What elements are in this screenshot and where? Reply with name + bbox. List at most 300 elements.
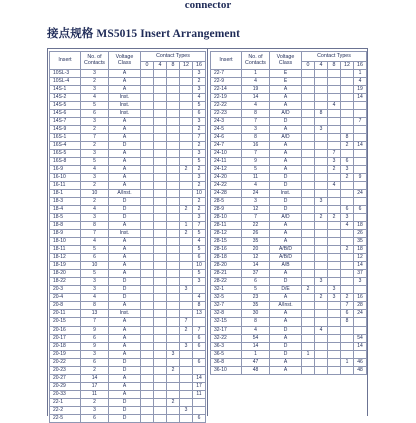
contact-type-cell (180, 382, 193, 390)
insert-cell: 16-9 (50, 166, 81, 174)
table-row (211, 190, 367, 198)
contact-type-cell (154, 334, 167, 342)
contacts-cell: 4 (81, 294, 109, 302)
contact-type-cell (154, 118, 167, 126)
contact-type-cell: 2 (167, 366, 180, 374)
contact-type-cell (341, 262, 354, 270)
table-row (50, 230, 206, 238)
voltage-cell: A (270, 94, 302, 102)
insert-cell: 22-19 (211, 94, 242, 102)
contact-type-cell (341, 278, 354, 286)
contact-type-cell (141, 390, 154, 398)
table-row (50, 342, 206, 350)
contact-type-cell (341, 326, 354, 334)
voltage-cell: D (270, 342, 302, 350)
contact-type-cell: 2 (167, 398, 180, 406)
contact-type-cell: 2 (341, 174, 354, 182)
contact-type-cell: 1 (180, 222, 193, 230)
contact-type-cell (328, 318, 341, 326)
contact-type-cell: 46 (354, 358, 367, 366)
contacts-cell: 10 (81, 190, 109, 198)
table-row (50, 214, 206, 222)
contacts-cell: 6 (81, 414, 109, 422)
contact-type-cell (167, 166, 180, 174)
contacts-cell: 7 (81, 318, 109, 326)
contact-type-cell: 24 (354, 190, 367, 198)
contact-type-cell (180, 398, 193, 406)
insert-cell: 22-7 (211, 70, 242, 78)
contact-type-cell (354, 102, 367, 110)
contact-type-cell: 2 (193, 206, 206, 214)
insert-cell: 22-23 (211, 110, 242, 118)
contact-type-cell (141, 310, 154, 318)
contact-type-cell (141, 278, 154, 286)
table-row (211, 262, 367, 270)
contact-type-cell (315, 134, 328, 142)
voltage-cell: A (270, 102, 302, 110)
contacts-cell: 4 (81, 94, 109, 102)
voltage-cell: A (109, 126, 141, 134)
contacts-cell: 6 (81, 254, 109, 262)
contacts-cell: 5 (242, 166, 270, 174)
voltage-cell: A (270, 126, 302, 134)
contact-type-cell: 14 (354, 262, 367, 270)
contact-type-cell (302, 86, 315, 94)
insert-cell: 14S-9 (50, 126, 81, 134)
contact-type-cell (341, 102, 354, 110)
insert-cell: 16S-4 (50, 142, 81, 150)
contact-type-cell (167, 382, 180, 390)
table-row (50, 174, 206, 182)
contact-type-cell (315, 86, 328, 94)
insert-cell: 24-6 (211, 134, 242, 142)
voltage-cell: A (109, 382, 141, 390)
contacts-cell: 7 (81, 134, 109, 142)
contact-type-cell: 14 (354, 342, 367, 350)
contact-type-cell (154, 246, 167, 254)
contacts-cell: 3 (81, 174, 109, 182)
table-row (211, 278, 367, 286)
contact-type-cell (315, 150, 328, 158)
contact-type-cell (141, 270, 154, 278)
voltage-cell: A (109, 222, 141, 230)
insert-cell: 10SL-4 (50, 78, 81, 86)
insert-cell: 24-10 (211, 150, 242, 158)
insert-cell: 18-11 (50, 246, 81, 254)
contact-type-cell (328, 134, 341, 142)
contacts-cell: 3 (81, 118, 109, 126)
contact-type-cell (354, 326, 367, 334)
contact-type-cell (328, 94, 341, 102)
contact-type-cell: 3 (193, 174, 206, 182)
voltage-cell: A (109, 374, 141, 382)
contacts-cell: 9 (81, 342, 109, 350)
voltage-cell: A/D (270, 134, 302, 142)
insert-cell: 20-4 (50, 294, 81, 302)
contact-type-cell (141, 198, 154, 206)
contact-type-cell: 3 (328, 286, 341, 294)
table-row (50, 414, 206, 422)
contact-type-cell: 2 (193, 78, 206, 86)
contact-type-cell: 5 (193, 270, 206, 278)
contact-type-cell (354, 166, 367, 174)
contact-type-cell (141, 358, 154, 366)
voltage-cell: A (270, 222, 302, 230)
contact-type-cell (193, 398, 206, 406)
table-row (50, 166, 206, 174)
contacts-cell: 3 (81, 278, 109, 286)
table-row (211, 214, 367, 222)
contact-type-cell (154, 238, 167, 246)
contact-type-cell: 4 (328, 102, 341, 110)
contact-type-cell (141, 86, 154, 94)
contacts-cell: 2 (81, 398, 109, 406)
contact-type-cell (328, 190, 341, 198)
contact-type-cell (302, 310, 315, 318)
contact-type-cell (302, 190, 315, 198)
contact-type-cell: 2 (328, 166, 341, 174)
col-header-size: 16 (354, 61, 367, 70)
col-header-contact-types: Contact Types (302, 52, 367, 62)
insert-cell: 28-15 (211, 238, 242, 246)
document-title: 接点规格 MS5015 Insert Arrangement (47, 28, 241, 40)
contact-type-cell (315, 310, 328, 318)
contact-type-cell: 7 (180, 318, 193, 326)
contact-type-cell (341, 286, 354, 294)
contact-type-cell (193, 366, 206, 374)
contact-type-cell (154, 78, 167, 86)
insert-cell: 22-22 (211, 102, 242, 110)
contact-type-cell (180, 350, 193, 358)
contact-type-cell: 7 (193, 222, 206, 230)
contact-type-cell (167, 374, 180, 382)
insert-cell: 28-21 (211, 270, 242, 278)
contacts-cell: 4 (81, 166, 109, 174)
voltage-cell: D (109, 198, 141, 206)
contact-type-cell (167, 246, 180, 254)
contacts-cell: 7 (242, 118, 270, 126)
contact-type-cell (302, 358, 315, 366)
contacts-cell: 4 (242, 326, 270, 334)
contact-type-cell (302, 206, 315, 214)
insert-cell: 28-9 (211, 206, 242, 214)
insert-cell: 18-1 (50, 190, 81, 198)
contact-type-cell (315, 366, 328, 374)
contacts-cell: 9 (81, 326, 109, 334)
contact-type-cell (302, 334, 315, 342)
contact-type-cell: 3 (193, 70, 206, 78)
contact-type-cell (141, 406, 154, 414)
contact-type-cell (302, 294, 315, 302)
contacts-cell: 2 (81, 198, 109, 206)
table-row (211, 86, 367, 94)
contact-type-cell: 4 (354, 78, 367, 86)
contact-type-cell (315, 262, 328, 270)
insert-cell: 18-8 (50, 222, 81, 230)
contacts-cell: 35 (242, 238, 270, 246)
contact-type-cell: 3 (193, 86, 206, 94)
contact-type-cell (302, 110, 315, 118)
contact-type-cell: 14 (354, 94, 367, 102)
contact-type-cell (328, 254, 341, 262)
contact-type-cell (328, 366, 341, 374)
contact-type-cell (141, 230, 154, 238)
contact-type-cell (154, 366, 167, 374)
contact-type-cell (180, 126, 193, 134)
contact-type-cell: 3 (328, 158, 341, 166)
table-row (50, 294, 206, 302)
contact-type-cell (341, 118, 354, 126)
contact-type-cell: 2 (193, 166, 206, 174)
contact-type-cell (302, 342, 315, 350)
contact-type-cell (315, 254, 328, 262)
insert-cell: 14S-5 (50, 102, 81, 110)
contact-type-cell (154, 142, 167, 150)
table-row (50, 78, 206, 86)
voltage-cell: A (270, 318, 302, 326)
contact-type-cell (141, 166, 154, 174)
contact-type-cell (141, 102, 154, 110)
table-row (211, 118, 367, 126)
contact-type-cell (315, 94, 328, 102)
table-row (211, 222, 367, 230)
insert-cell: 14S-7 (50, 118, 81, 126)
contact-type-cell: 16 (354, 294, 367, 302)
contact-type-cell (154, 302, 167, 310)
table-row (211, 70, 367, 78)
col-header-size: 8 (167, 61, 180, 70)
contact-type-cell: 3 (193, 214, 206, 222)
center-divider (207, 48, 208, 416)
insert-cell: 14S-6 (50, 110, 81, 118)
contact-type-cell (167, 214, 180, 222)
insert-cell: 20-33 (50, 390, 81, 398)
contact-type-cell (354, 182, 367, 190)
insert-cell: 32-7 (211, 302, 242, 310)
insert-cell: 10SL-3 (50, 70, 81, 78)
insert-cell: 28-20 (211, 262, 242, 270)
col-header-contacts: No. of Contacts (242, 52, 270, 70)
contact-type-cell (141, 262, 154, 270)
contact-type-cell (180, 310, 193, 318)
contact-type-cell: 8 (315, 110, 328, 118)
contact-type-cell (315, 142, 328, 150)
voltage-cell: D (109, 214, 141, 222)
contact-type-cell: 2 (341, 142, 354, 150)
contact-type-cell (328, 206, 341, 214)
contact-type-cell (315, 206, 328, 214)
table-row (211, 270, 367, 278)
contact-type-cell: 3 (180, 342, 193, 350)
contacts-cell: 12 (242, 254, 270, 262)
insert-cell: 24-3 (211, 118, 242, 126)
voltage-cell: A/B/D (270, 246, 302, 254)
table-row (211, 334, 367, 342)
contact-type-cell: 2 (315, 294, 328, 302)
insert-cell: 32-5 (211, 294, 242, 302)
voltage-cell: A (109, 78, 141, 86)
voltage-cell: A/Inst. (109, 190, 141, 198)
contacts-cell: 5 (81, 102, 109, 110)
contacts-cell: 6 (81, 334, 109, 342)
contact-type-cell (328, 70, 341, 78)
contact-type-cell: 11 (193, 390, 206, 398)
contact-type-cell (141, 334, 154, 342)
contact-type-cell: 54 (354, 334, 367, 342)
contact-type-cell (328, 342, 341, 350)
voltage-cell: A/B (270, 262, 302, 270)
contact-type-cell (328, 278, 341, 286)
contact-type-cell (154, 150, 167, 158)
contact-type-cell: 8 (341, 134, 354, 142)
contacts-cell: 8 (242, 134, 270, 142)
contact-type-cell (180, 414, 193, 422)
contact-type-cell (167, 302, 180, 310)
contact-type-cell (141, 118, 154, 126)
contact-type-cell (302, 254, 315, 262)
contact-type-cell (302, 302, 315, 310)
voltage-cell: A (109, 302, 141, 310)
contact-type-cell (154, 358, 167, 366)
contact-type-cell (167, 326, 180, 334)
contact-type-cell (180, 102, 193, 110)
voltage-cell: A (109, 350, 141, 358)
contact-type-cell (154, 406, 167, 414)
insert-cell: 22-14 (211, 86, 242, 94)
contact-type-cell (328, 118, 341, 126)
table-row (50, 110, 206, 118)
contact-type-cell (167, 182, 180, 190)
table-row (50, 350, 206, 358)
contact-type-cell (315, 158, 328, 166)
contact-type-cell: 19 (354, 86, 367, 94)
contact-type-cell (167, 238, 180, 246)
contact-type-cell (354, 126, 367, 134)
table-row (50, 102, 206, 110)
contact-type-cell (141, 70, 154, 78)
insert-cell: 18-10 (50, 238, 81, 246)
voltage-cell: D (270, 174, 302, 182)
contact-type-cell (302, 318, 315, 326)
contacts-cell: 30 (242, 310, 270, 318)
contact-type-cell (328, 262, 341, 270)
insert-cell: 20-15 (50, 318, 81, 326)
contact-type-cell (180, 334, 193, 342)
contact-type-cell: 6 (193, 342, 206, 350)
contact-type-cell (141, 350, 154, 358)
contact-type-cell: 7 (328, 150, 341, 158)
contact-type-cell (180, 70, 193, 78)
insert-cell: 28-5 (211, 198, 242, 206)
page-header: connector (184, 0, 232, 11)
table-row (211, 294, 367, 302)
col-header-size: 4 (315, 61, 328, 70)
voltage-cell: E (270, 70, 302, 78)
contacts-cell: 3 (242, 126, 270, 134)
contact-type-cell: 3 (193, 118, 206, 126)
contact-type-cell: 4 (315, 326, 328, 334)
insert-cell: 36-10 (211, 366, 242, 374)
contact-type-cell (341, 70, 354, 78)
contact-type-cell (315, 182, 328, 190)
insert-cell: 28-18 (211, 254, 242, 262)
insert-cell: 16-11 (50, 182, 81, 190)
table-row (211, 94, 367, 102)
insert-cell: 16S-1 (50, 134, 81, 142)
contact-type-cell (180, 150, 193, 158)
contacts-cell: 3 (81, 214, 109, 222)
table-row (211, 246, 367, 254)
voltage-cell: D (270, 278, 302, 286)
insert-cell: 22-2 (50, 406, 81, 414)
contact-type-cell (341, 110, 354, 118)
table-row (50, 406, 206, 414)
insert-cell: 20-23 (50, 366, 81, 374)
contacts-cell: 5 (242, 286, 270, 294)
col-header-size: 12 (180, 61, 193, 70)
contact-type-cell (167, 390, 180, 398)
voltage-cell: D/E (270, 286, 302, 294)
voltage-cell: Inst. (109, 230, 141, 238)
contacts-cell: 12 (242, 206, 270, 214)
contacts-cell: 11 (81, 390, 109, 398)
contact-type-cell (154, 206, 167, 214)
contacts-cell: 3 (81, 286, 109, 294)
insert-cell: 16-10 (50, 174, 81, 182)
voltage-cell: Inst. (109, 310, 141, 318)
contact-type-cell (154, 110, 167, 118)
contact-type-cell (302, 166, 315, 174)
contact-type-cell: 14 (193, 374, 206, 382)
contacts-cell: 3 (81, 406, 109, 414)
insert-cell: 20-18 (50, 342, 81, 350)
table-row (50, 118, 206, 126)
contact-type-cell: 6 (193, 358, 206, 366)
voltage-cell: A (109, 86, 141, 94)
table-row (211, 174, 367, 182)
contact-type-cell (302, 278, 315, 286)
contact-type-cell: 3 (328, 294, 341, 302)
col-header-insert: Insert (50, 52, 81, 70)
contact-type-cell (193, 318, 206, 326)
voltage-cell: A (270, 294, 302, 302)
voltage-cell: A (109, 270, 141, 278)
voltage-cell: D (270, 326, 302, 334)
contact-type-cell: 1 (354, 70, 367, 78)
voltage-cell: D (270, 206, 302, 214)
contact-type-cell (328, 86, 341, 94)
contact-type-cell (154, 222, 167, 230)
contact-type-cell (328, 310, 341, 318)
contact-type-cell (302, 118, 315, 126)
contact-type-cell (141, 238, 154, 246)
contact-type-cell (167, 310, 180, 318)
contact-type-cell (354, 350, 367, 358)
contacts-cell: 2 (81, 366, 109, 374)
insert-cell: 20-8 (50, 302, 81, 310)
contacts-cell: 14 (242, 94, 270, 102)
table-row (211, 78, 367, 86)
voltage-cell: A (270, 158, 302, 166)
contact-type-cell (180, 238, 193, 246)
table-row (50, 382, 206, 390)
contact-type-cell: 2 (193, 198, 206, 206)
contacts-cell: 47 (242, 358, 270, 366)
contacts-cell: 26 (242, 230, 270, 238)
contacts-cell: 2 (81, 142, 109, 150)
contact-type-cell (328, 270, 341, 278)
contact-type-cell (341, 254, 354, 262)
